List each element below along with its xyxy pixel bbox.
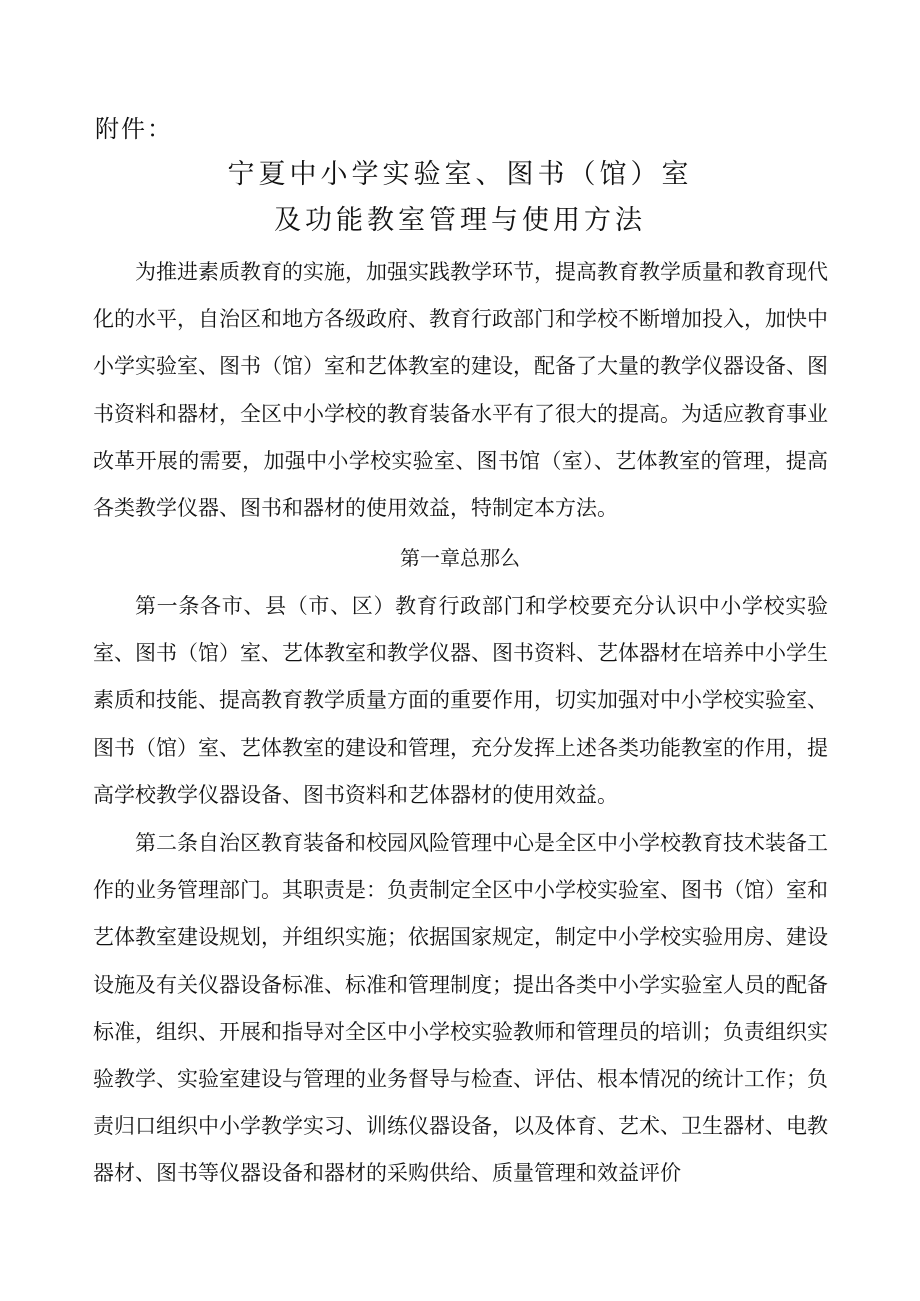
document-title-line-1: 宁夏中小学实验室、图书（馆）室 [227, 159, 693, 190]
document-title-line-2: 及功能教室管理与使用方法 [274, 205, 646, 236]
article-1-paragraph: 第一条各市、县（市、区）教育行政部门和学校要充分认识中小学校实验室、图书（馆）室、艺体教室和教学仪器、图书资料、艺体器材在培养中小学生素质和技能、提高教育教学质量方面的重要作用，切实加强对中小学校实验室、图书（馆）室、艺体教室的建设和管理，充分发挥上述各类功能教室的作用，提高学校教学仪器设备、图书资料和艺体器材的使用效益。 [93, 594, 828, 807]
article-2-paragraph: 第二条自治区教育装备和校园风险管理中心是全区中小学校教育技术装备工作的业务管理部门。其职责是：负责制定全区中小学校实验室、图书（馆）室和艺体教室建设规划，并组织实施；依据国家规定，制定中小学校实验用房、建设设施及有关仪器设备标准、标准和管理制度；提出各类中小学实验室人员的配备标准，组织、开展和指导对全区中小学校实验教师和管理员的培训；负责组织实验教学、实验室建设与管理的业务督导与检查、评估、根本情况的统计工作；负责归口组织中小学教学实习、训练仪器设备，以及体育、艺术、卫生器材、电教器材、图书等仪器设备和器材的采购供给、质量管理和效益评价 [93, 831, 828, 1186]
chapter-heading: 第一章总那么 [400, 546, 520, 570]
attachment-label: 附件： [95, 115, 173, 143]
intro-paragraph: 为推进素质教育的实施，加强实践教学环节，提高教育教学质量和教育现代化的水平，自治区和地方各级政府、教育行政部门和学校不断增加投入，加快中小学实验室、图书（馆）室和艺体教室的建设，配备了大量的教学仪器设备、图书资料和器材，全区中小学校的教育装备水平有了很大的提高。为适应教育事业改革开展的需要，加强中小学校实验室、图书馆（室）、艺体教室的管理，提高各类教学仪器、图书和器材的使用效益，特制定本方法。 [93, 260, 828, 521]
